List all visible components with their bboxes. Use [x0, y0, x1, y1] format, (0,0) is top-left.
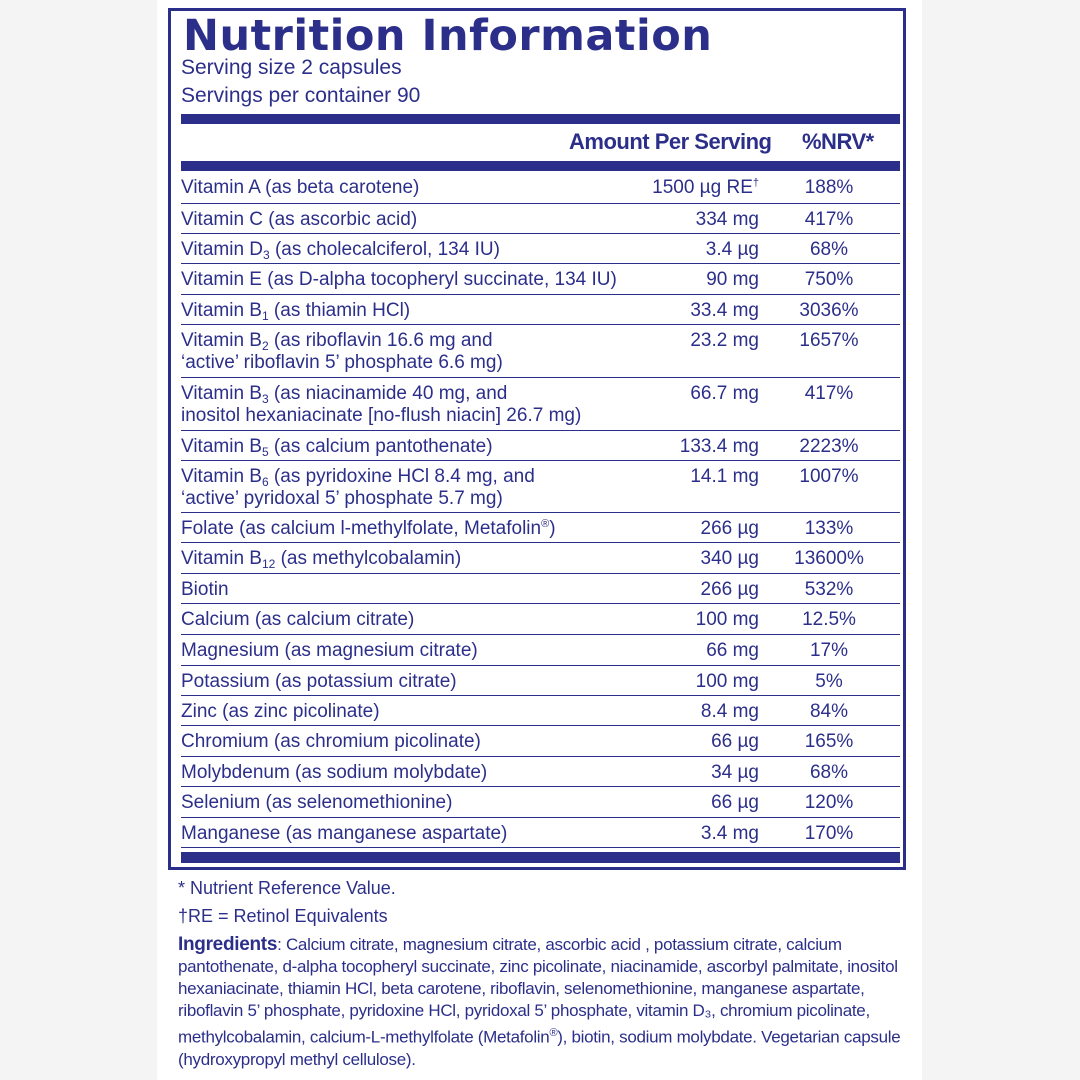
nutrient-name — [181, 239, 671, 261]
nutrient-name — [181, 671, 671, 693]
amount-value: 340 µg — [700, 548, 759, 569]
amount-per-serving — [701, 518, 760, 540]
amount-per-serving — [701, 579, 760, 601]
nrv-percent: 417% — [804, 209, 854, 230]
nutrient-name-detail: (as riboflavin 16.6 mg and ‘active’ riboflavin 5’ phosphate 6.6 mg) — [181, 330, 503, 373]
nutrient-name-text: Magnesium (as magnesium citrate) — [181, 640, 478, 661]
bottom-thick-rule — [181, 852, 900, 863]
amount-value: 266 µg — [700, 518, 759, 539]
nutrient-name-text: Calcium (as calcium citrate) — [181, 609, 415, 630]
nrv-percent: 750% — [804, 269, 854, 290]
nutrient-name — [181, 209, 671, 231]
amount-per-serving — [711, 762, 759, 784]
amount-per-serving — [652, 177, 759, 199]
nutrient-name-text: Vitamin B — [181, 436, 262, 457]
nrv-percent: 1007% — [799, 466, 859, 487]
nutrient-name — [181, 436, 671, 458]
top-thick-rule — [181, 114, 900, 124]
nutrient-name-text: Vitamin B — [181, 300, 262, 321]
amount-value: 334 mg — [695, 209, 759, 230]
header-thick-rule — [181, 161, 900, 171]
nutrient-name-text: Vitamin B — [181, 330, 262, 351]
nutrient-name-text: Vitamin B — [181, 548, 262, 569]
nutrient-name-detail: (as methylcobalamin) — [275, 548, 462, 569]
amount-value: 66 µg — [711, 792, 759, 813]
nrv-percent: 165% — [804, 731, 854, 752]
nutrient-name-text: Chromium (as chromium picolinate) — [181, 731, 481, 752]
column-header-nrv: %NRV* — [802, 129, 874, 154]
amount-per-serving — [696, 671, 759, 693]
nutrient-row — [181, 787, 900, 818]
nrv-percent: 13600% — [794, 548, 864, 569]
amount-per-serving — [680, 436, 759, 458]
nrv-percent: 68% — [809, 239, 849, 260]
amount-per-serving — [690, 300, 759, 322]
nutrient-name-detail: (as pyridoxine HCl 8.4 mg, and ‘active’ pyridoxal 5’ phosphate 5.7 mg) — [181, 466, 535, 509]
nutrient-row — [181, 295, 900, 325]
nutrient-name-text: Vitamin A (as beta carotene) — [181, 177, 420, 198]
nutrient-row — [181, 234, 900, 264]
amount-per-serving — [696, 209, 759, 231]
amount-per-serving — [711, 731, 759, 753]
amount-value: 1500 µg RE — [652, 177, 753, 198]
nutrient-row — [181, 757, 900, 787]
column-header-amount: Amount Per Serving — [569, 129, 772, 154]
nutrient-row — [181, 325, 900, 378]
nutrient-name — [181, 823, 671, 845]
nutrient-row — [181, 604, 900, 635]
amount-value: 66.7 mg — [690, 383, 759, 404]
amount-per-serving — [690, 330, 759, 352]
nutrient-name — [181, 609, 671, 631]
amount-value: 66 mg — [706, 640, 759, 661]
amount-per-serving — [706, 239, 759, 261]
nutrient-row — [181, 666, 900, 696]
nutrient-name-text: Selenium (as selenomethionine) — [181, 792, 453, 813]
amount-value: 14.1 mg — [690, 466, 759, 487]
nutrient-row — [181, 264, 900, 295]
ingredients-statement — [178, 934, 903, 1071]
nrv-percent: 120% — [804, 792, 854, 813]
nrv-percent: 3036% — [799, 300, 859, 321]
nutrient-name-text: Molybdenum (as sodium molybdate) — [181, 762, 488, 783]
nutrient-row — [181, 635, 900, 666]
nutrient-name — [181, 177, 671, 199]
nutrient-name-text: Biotin — [181, 579, 229, 600]
amount-value: 266 µg — [700, 579, 759, 600]
nrv-percent: 133% — [804, 518, 854, 539]
amount-per-serving — [690, 383, 759, 405]
amount-per-serving — [690, 466, 759, 488]
nrv-percent: 1657% — [799, 330, 859, 351]
nutrient-name-text: Vitamin B — [181, 466, 262, 487]
ingredients-text: : Calcium citrate, magnesium citrate, ascorbic acid , potassium citrate, calcium pantothenate, d-alpha tocopheryl succinate, zinc picolinate, niacinamide, ascorbyl palmitate, inositol hexaniacinate, thiamin HCl, beta carotene, riboflavin, selenomethionine, manganese aspartate, riboflavin 5’ phosphate, pyridoxine HCl, pyridoxal 5’ phosphate, vitamin D₃, chromium picolinate, methylcobalamin, calcium-L-methylfolate (Metafolin — [178, 935, 898, 1047]
nutrient-name-text: Vitamin E (as D-alpha tocopheryl succinate, 134 IU) — [181, 269, 617, 290]
nrv-percent: 17% — [809, 640, 849, 661]
nutrient-superscript: ® — [541, 518, 550, 530]
nutrient-row — [181, 513, 900, 543]
amount-per-serving — [701, 823, 759, 845]
amount-value: 100 mg — [695, 671, 759, 692]
amount-value: 133.4 mg — [679, 436, 759, 457]
nutrient-name — [181, 269, 671, 291]
nutrient-name — [181, 518, 671, 540]
servings-per-container: Servings per container 90 — [181, 84, 421, 107]
nutrient-subscript: 12 — [261, 557, 276, 571]
nutrient-name-text: Zinc (as zinc picolinate) — [181, 701, 380, 722]
nutrient-name — [181, 383, 671, 427]
nutrient-row — [181, 696, 900, 726]
nutrient-row — [181, 574, 900, 604]
re-footnote: †RE = Retinol Equivalents — [178, 906, 388, 926]
amount-per-serving — [701, 548, 760, 570]
nutrient-name-text: Manganese (as manganese aspartate) — [181, 823, 508, 844]
nutrient-name-text: Vitamin D — [181, 239, 264, 260]
nutrient-name — [181, 731, 671, 753]
nutrient-name-text: Folate (as calcium l-methylfolate, Metafolin — [181, 518, 542, 539]
nutrient-name-detail: (as niacinamide 40 mg, and inositol hexaniacinate [no-flush niacin] 26.7 mg) — [181, 383, 582, 426]
nutrient-name — [181, 701, 671, 723]
serving-size: Serving size 2 capsules — [181, 56, 402, 79]
amount-value: 100 mg — [695, 609, 759, 630]
nrv-percent: 417% — [804, 383, 854, 404]
amount-per-serving — [701, 701, 759, 723]
nutrient-name — [181, 330, 671, 374]
nutrient-subscript: 2 — [261, 339, 269, 353]
panel-title: Nutrition Information — [183, 11, 713, 61]
nutrient-name-detail: ) — [549, 518, 556, 539]
nrv-percent: 2223% — [799, 436, 859, 457]
nrv-percent: 68% — [809, 762, 849, 783]
nutrient-row — [181, 204, 900, 234]
nutrient-name-text: Vitamin B — [181, 383, 262, 404]
nutrient-name — [181, 300, 671, 322]
nutrient-row — [181, 818, 900, 848]
amount-per-serving — [706, 640, 759, 662]
registered-mark: ® — [549, 1027, 558, 1039]
nutrient-name-detail: (as calcium pantothenate) — [268, 436, 493, 457]
nutrient-row — [181, 461, 900, 513]
nutrient-row — [181, 726, 900, 757]
nutrient-name — [181, 640, 671, 662]
nutrient-subscript: 5 — [261, 445, 269, 459]
nutrient-name-detail: (as thiamin HCl) — [268, 300, 411, 321]
nrv-percent: 532% — [804, 579, 854, 600]
nutrient-name — [181, 579, 671, 601]
nutrient-row — [181, 431, 900, 461]
amount-dagger: † — [752, 177, 759, 189]
amount-value: 3.4 µg — [705, 239, 759, 260]
amount-value: 66 µg — [711, 731, 759, 752]
nrv-percent: 5% — [815, 671, 843, 692]
nutrient-row — [181, 172, 900, 204]
nutrient-name — [181, 762, 671, 784]
nutrient-name — [181, 548, 671, 570]
nutrient-name — [181, 792, 671, 814]
nutrient-name-detail: (as cholecalciferol, 134 IU) — [269, 239, 500, 260]
amount-value: 34 µg — [711, 762, 759, 783]
amount-value: 33.4 mg — [690, 300, 759, 321]
amount-per-serving — [696, 609, 759, 631]
nutrient-row — [181, 543, 900, 574]
nrv-percent: 84% — [809, 701, 849, 722]
amount-value: 8.4 mg — [700, 701, 759, 722]
nutrient-table — [181, 172, 900, 848]
nutrient-subscript: 6 — [261, 475, 269, 489]
nutrient-subscript: 3 — [261, 392, 269, 406]
nutrient-subscript: 1 — [261, 309, 269, 323]
amount-value: 90 mg — [706, 269, 759, 290]
amount-per-serving — [711, 792, 759, 814]
nutrient-name — [181, 466, 671, 510]
nutrient-name-text: Potassium (as potassium citrate) — [181, 671, 457, 692]
nrv-percent: 188% — [804, 177, 854, 198]
ingredients-text-end: ), biotin, sodium molybdate. Vegetarian capsule (hydroxypropyl methyl cellulose). — [178, 1027, 901, 1069]
amount-per-serving — [706, 269, 759, 291]
nrv-percent: 170% — [804, 823, 854, 844]
amount-value: 23.2 mg — [690, 330, 759, 351]
nutrient-name-text: Vitamin C (as ascorbic acid) — [181, 209, 418, 230]
nutrient-row — [181, 378, 900, 431]
nutrient-subscript: 3 — [263, 248, 270, 262]
nrv-percent: 12.5% — [802, 609, 856, 630]
ingredients-label: Ingredients — [178, 934, 278, 955]
nrv-footnote: * Nutrient Reference Value. — [178, 878, 396, 898]
amount-value: 3.4 mg — [700, 823, 759, 844]
